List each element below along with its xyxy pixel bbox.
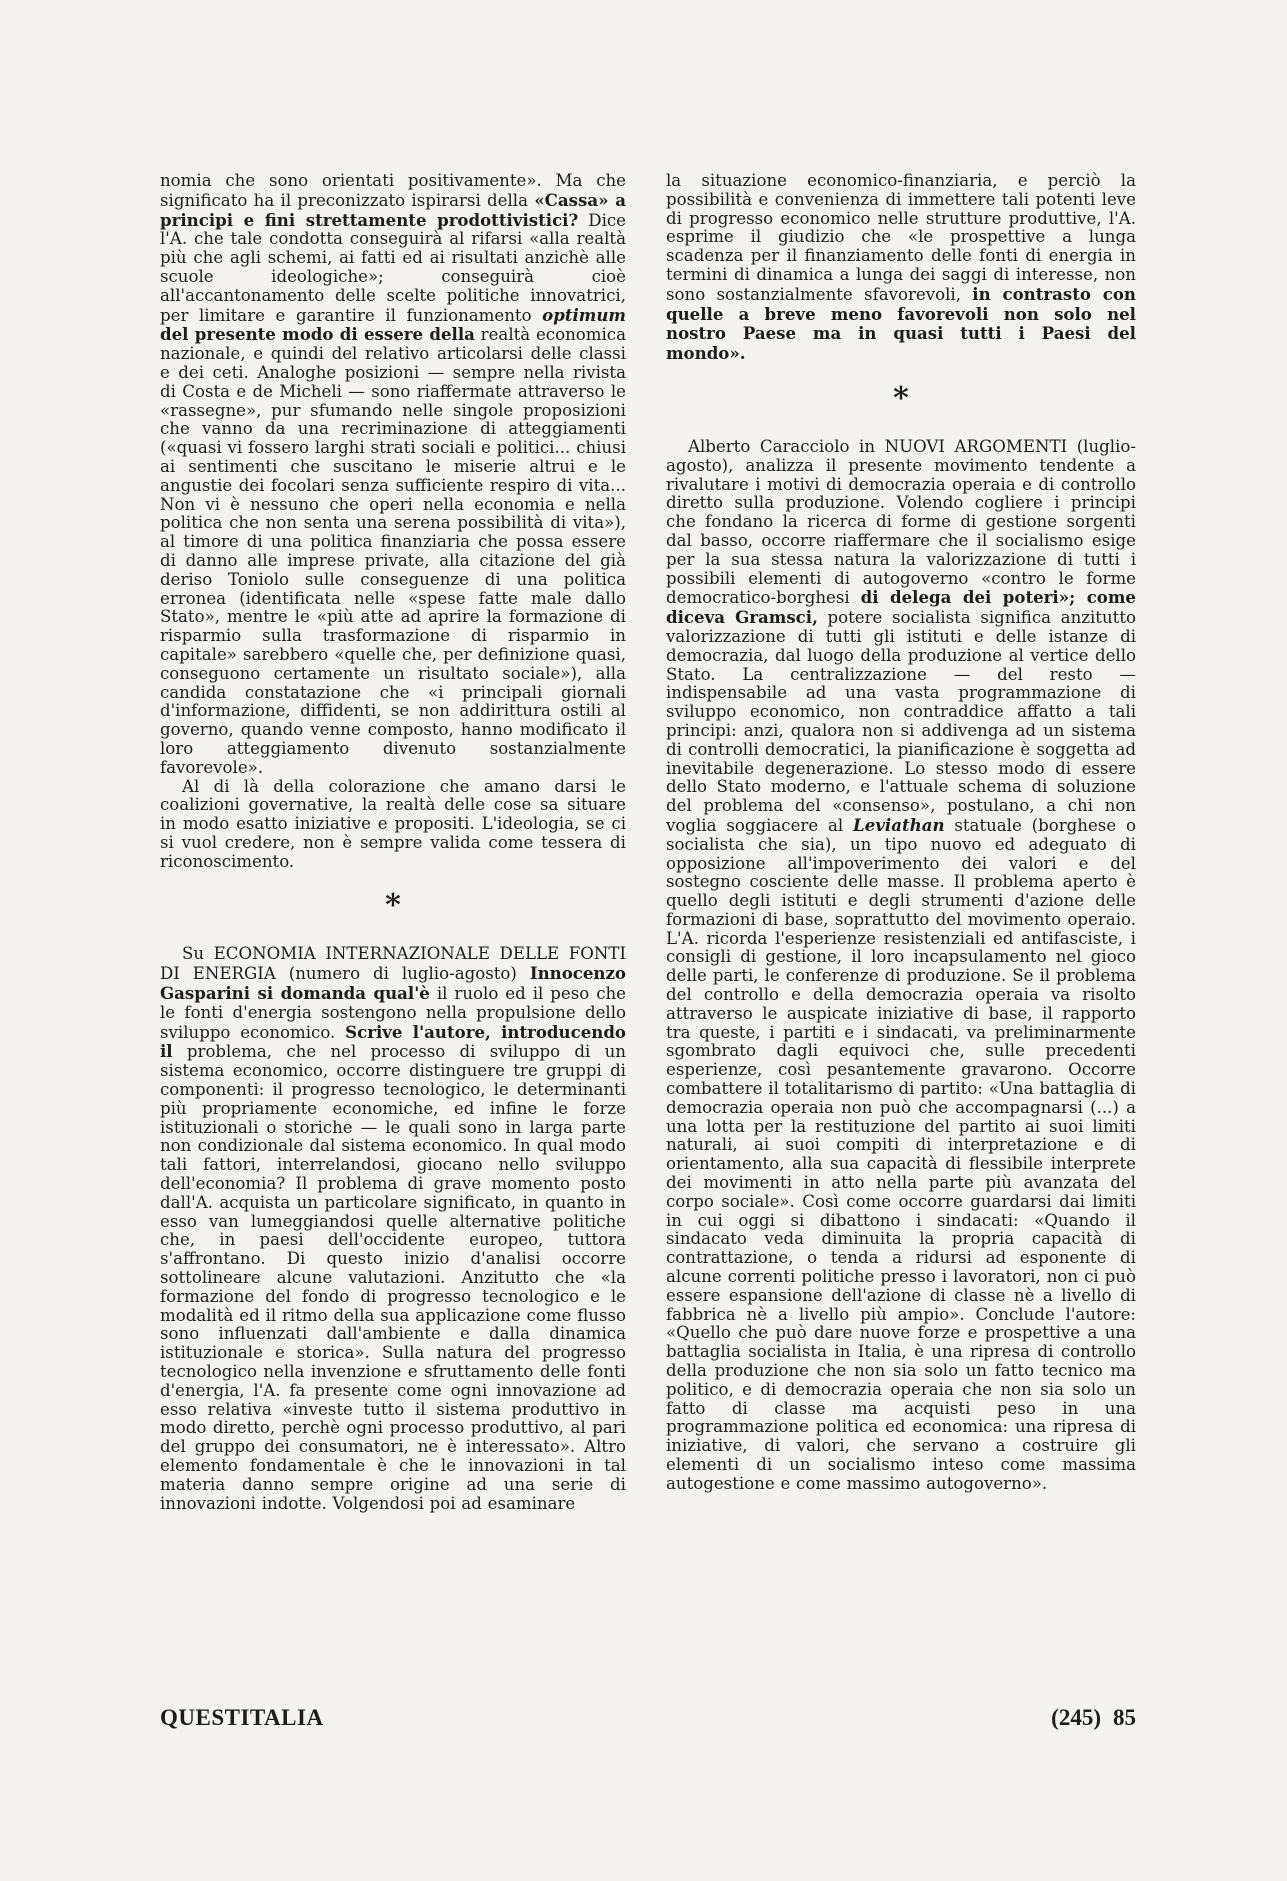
text-run: (numero di luglio-agosto) xyxy=(275,964,530,984)
text-run: potere socialista significa anzitutto valorizzazione di tutti gli istituti e delle istanze di democrazia, dal luogo della produzione al vertice dello Stato. La centralizzazione — del resto — indispensabile ad una vasta programmazione di sviluppo economico, non contraddice affatto a tali principi: anzi, qualora non si addivenga ad un sistema di controlli democratici, la pianificazione è soggetta ad inevitabile degenerazione. Lo stesso modo di essere dello Stato moderno, e l'attuale schema di soluzione del problema del «consenso», postulano, a chi non voglia soggiacere al xyxy=(666,608,1136,835)
text-run: statuale (borghese o socialista che sia), un tipo nuovo ed adeguato di opposizione all'impoverimento dei valori e del sostegno cosciente delle masse. Il problema aperto è quello degli istituti e degli strumenti d'azione delle formazioni di base, soprattutto del movimento operaio. L'A. ricorda l'esperienze resistenziali ed antifasciste, i consigli di gestione, il loro incapsulamento nel gioco delle parti, le conferenze di produzione. Se il problema del controllo e della democrazia operaia va risolto attraverso le auspicate iniziative di base, il rapporto tra queste, i partiti e i sindacati, va preliminarmente sgombrato dagli equivoci che, sulle precedenti esperienze, così pesantemente gravarono. Occorre combattere il totalitarismo di partito: «Una battaglia di democrazia operaia non può che accompagnarsi (...) a una lotta per la restituzione del partito ai suoi limiti naturali, ai suoi compiti di interpretazione e di orientamento, alla sua capacità di flessibile interprete dei movimenti in atto nella parte più avanzata del corpo sociale». Così come occorre guardarsi dai limiti in cui oggi si dibattono i sindacati: «Quando il sindacato veda diminuita la propria capacità di contrattazione, o tenda a ridursi ad esponente di alcune correnti politiche presso i lavoratori, non ci può essere espansione dell'azione di classe nè a livello di fabbrica nè a livello più ampio». Conclude l'autore: «Quello che può dare nuove forze e prospettive a una battaglia socialista in Italia, è una ripresa di controllo della produzione che non sia solo un fatto tecnico ma politico, e di democrazia operaia che non sia solo un fatto di classe ma acquisti peso in una programmazione politica ed economica: una ripresa di iniziative, di valori, che servano a costruire gli elementi di un socialismo inteso come massima autogestione e come massimo autogoverno». xyxy=(666,815,1136,1493)
section-separator: * xyxy=(893,380,909,416)
left-column xyxy=(160,172,626,1513)
text-run: la situazione economico-finanziaria, e perciò la possibilità e convenienza di immettere tali potenti leve di progresso economico nelle strutture produttive, l'A. esprime il giudizio che «le prospettive a lunga scadenza per il finanziamento delle fonti di energia in termini di dinamica a lunga dei saggi di interesse, non sono sostanzialmente sfavorevoli, xyxy=(666,171,1136,304)
text-run: Dice l'A. che tale condotta conseguirà al rifarsi «alla realtà più che agli schemi, ai fatti ed ai risultati anzichè alle scuole ideologiche»; conseguirà cioè all'accantonamento delle scelte politiche innovatrici, per limitare e garantire il funzionamento xyxy=(160,210,626,325)
text-run: realtà economica nazionale, e quindi del relativo articolarsi delle classi e dei ceti. Analoghe posizioni — sempre nella rivista di Costa e de Micheli — sono riaffermate attraverso le «rassegne», pur sfumando nelle singole proposizioni che vanno da una recriminazione di atteggiamenti («quasi vi fossero larghi strati sociali e politici... chiusi ai sentimenti che suscitano le miserie altrui e le angustie dei focolari senza sufficiente respiro di vita... Non vi è nessuno che operi nella economia e nella politica che non senta una serena possibilità di vita»), al timore di una politica finanziaria che possa essere di danno alle imprese private, alla citazione del già deriso Toniolo sulle conseguenze di una politica erronea (identificata nelle «spese fatte male dallo Stato», mentre le «più atte ad aprire la formazione di risparmio sulla trasformazione di risparmio in capitale» sarebbero «quelle che, per definizione quasi, conseguono certamente un risultato sociale»), alla candida constatazione che «i principali giornali d'informazione, diffidenti, se non addirittura ostili al governo, quando venne composto, hanno modificato il loro atteggiamento divenuto sostanzialmente favorevole». xyxy=(160,325,626,777)
text-run: Alberto Caracciolo in NUOVI ARGOMENTI (luglio-agosto), analizza il presente movimento tendente a rivalutare i motivi di democrazia operaia e di controllo diretto sulla produzione. Volendo cogliere i principi che fondano la ricerca di forme di gestione sorgenti dal basso, occorre riaffermare che il socialismo esige per la sua stessa natura la valorizzazione di tutti i possibili elementi di autogoverno «contro le forme democratico-borghesi xyxy=(666,436,1136,608)
right-paragraph-2 xyxy=(666,438,1136,1494)
text-run-bold: in contrasto con quelle a breve meno favorevoli non solo nel nostro Paese ma in quasi tutti i Paesi del mondo». xyxy=(666,283,1136,364)
left-paragraph-2: Al di là della colorazione che amano darsi le coalizioni governative, la realtà delle cose sa situare in modo esatto iniziative e propositi. L'ideologia, se ci si vuol credere, non è sempre valida come tessera di riconoscimento. xyxy=(160,776,626,871)
page-numbers xyxy=(1039,1705,1136,1731)
left-paragraph-1 xyxy=(160,172,626,778)
left-paragraph-3 xyxy=(160,945,626,1513)
page-number: 85 xyxy=(1113,1705,1136,1730)
text-run: il ruolo ed il peso che le fonti d'energia sostengono nella propulsione dello sviluppo economico. xyxy=(160,984,626,1042)
text-run-bold: del presente modo di essere della xyxy=(160,324,475,345)
text-run-italic: Leviathan xyxy=(853,814,945,835)
issue-page-number: (245) xyxy=(1051,1705,1101,1730)
journal-name: QUESTITALIA xyxy=(160,1705,324,1730)
text-run: problema, che nel processo di sviluppo di un sistema economico, occorre distinguere tre gruppi di componenti: il progresso tecnologico, le determinanti più propriamente economiche, ed infine le forze istituzionali o storiche — le quali sono in larga parte non condizionale dal sistema economico. In qual modo tali fattori, interrelandosi, giocano nello sviluppo dell'economia? Il problema di grave momento posto dall'A. acquista un particolare significato, in quanto in esso van lumeggiandosi quelle alternative politiche che, in paesi dell'occidente europeo, tuttora s'affrontano. Di questo inizio d'analisi occorre sottolineare alcune valutazioni. Anzitutto che «la formazione del fondo di progresso tecnologico e le modalità ed il ritmo della sua applicazione come flusso sono influenzati dall'ambiente e dalla dinamica istituzionale e storica». Sulla natura del progresso tecnologico nella invenzione e sfruttamento delle fonti d'energia, l'A. fa presente come ogni innovazione ad esso relativa «investe tutto il sistema produttivo in modo diretto, perchè ogni processo produttivo, al pari del gruppo dei consumatori, ne è interessato». Altro elemento fondamentale è che le innovazioni in tal materia danno sempre origine ad una serie di innovazioni indotte. Volgendosi poi ad esaminare xyxy=(160,1042,626,1513)
text-run-bold: di delega dei poteri»; come diceva Gramsci, xyxy=(666,587,1136,628)
text-run: nomia che sono orientati positivamente». Ma che significato ha il preconizzato ispirarsi della xyxy=(160,171,626,210)
text-run-heading: Su ECONOMIA INTERNAZIONALE DELLE FONTI DI ENERGIA xyxy=(160,944,626,984)
text-run-italic: optimum xyxy=(542,304,626,325)
right-paragraph-1 xyxy=(666,172,1136,364)
right-column xyxy=(666,172,1136,1494)
text-run-bold: Innocenzo Gasparini si domanda qual'è xyxy=(160,963,626,1004)
section-separator: * xyxy=(385,888,401,924)
text-run-bold: «Cassa» a principi e fini strettamente prodottivistici? xyxy=(160,189,627,230)
text-run-bold: Scrive l'autore, introducendo il xyxy=(160,1021,626,1062)
